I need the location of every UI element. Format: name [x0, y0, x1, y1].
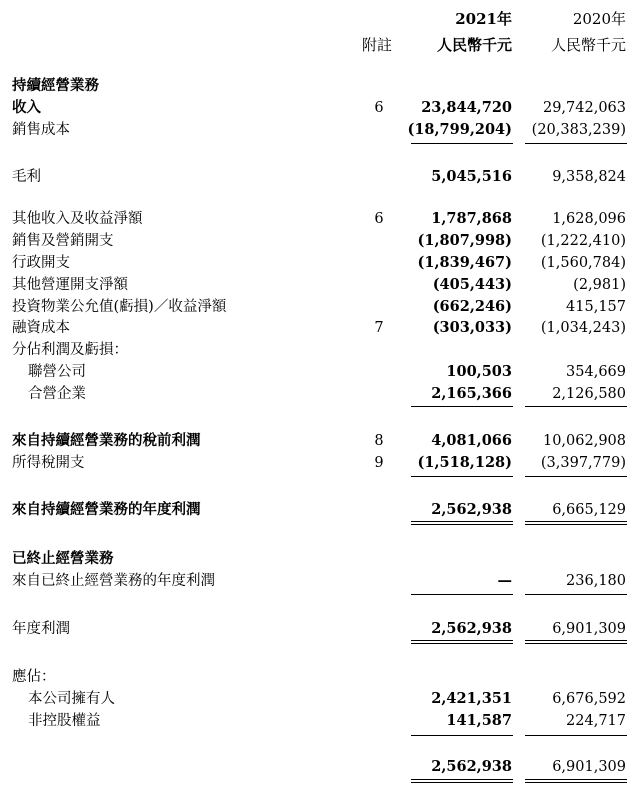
total-rule — [525, 643, 627, 644]
row-note: 8 — [374, 433, 384, 449]
row-value-2020: 6,676,592 — [552, 691, 626, 707]
row-value-2021: (1,807,998) — [417, 232, 512, 249]
section-title-continuing: 持續經營業務 — [12, 77, 99, 94]
total-rule — [411, 782, 513, 783]
row-value-2020: 6,901,309 — [552, 621, 626, 637]
row-value-2020: (20,383,239) — [531, 122, 626, 138]
total-rule — [411, 643, 513, 644]
row-label-profit-for-year: 年度利潤 — [12, 621, 70, 637]
total-rule — [525, 782, 627, 783]
row-label-income-tax: 所得稅開支 — [12, 455, 85, 471]
header-unit-2020: 人民幣千元 — [550, 36, 626, 54]
row-value-2021: (18,799,204) — [407, 121, 512, 138]
section-title-discontinued: 已終止經營業務 — [12, 550, 114, 567]
row-label-revenue: 收入 — [12, 99, 41, 116]
row-value-2021: (405,443) — [432, 276, 512, 293]
header-note-label: 附註 — [362, 36, 393, 54]
row-label-associates: 聯營公司 — [28, 364, 86, 380]
row-value-2020: 9,358,824 — [552, 169, 626, 185]
total-rule — [525, 524, 627, 525]
row-value-2021: 2,562,938 — [431, 620, 512, 637]
row-value-2021: 2,562,938 — [431, 758, 512, 775]
total-rule — [411, 640, 513, 641]
row-label-investment-property-fv: 投資物業公允值(虧損)／收益淨額 — [12, 299, 227, 315]
row-value-2021: (662,246) — [432, 298, 512, 315]
row-value-2020: 29,742,063 — [542, 100, 626, 116]
row-value-2020: (1,034,243) — [540, 320, 626, 336]
row-label-profit-continuing: 來自持續經營業務的年度利潤 — [12, 501, 201, 518]
row-value-2021: (1,839,467) — [417, 254, 512, 271]
subtotal-rule — [411, 143, 513, 144]
row-value-2021: 141,587 — [446, 712, 512, 729]
subtotal-rule — [525, 735, 627, 736]
row-value-2020: (1,560,784) — [540, 255, 626, 271]
row-value-2020: 415,157 — [566, 299, 626, 315]
subtotal-rule — [525, 594, 627, 595]
total-rule — [525, 779, 627, 780]
total-rule — [525, 640, 627, 641]
total-rule — [411, 521, 513, 522]
row-label-non-controlling: 非控股權益 — [28, 713, 101, 729]
total-rule — [411, 524, 513, 525]
row-value-2020: 10,062,908 — [542, 433, 626, 449]
total-rule — [525, 521, 627, 522]
row-note: 6 — [374, 211, 384, 227]
row-value-2021: — — [497, 572, 512, 589]
row-value-2021: 100,503 — [446, 363, 512, 380]
row-label-other-income: 其他收入及收益淨額 — [12, 211, 143, 227]
subtotal-rule — [525, 476, 627, 477]
row-label-selling-expenses: 銷售及營銷開支 — [12, 233, 114, 249]
subtotal-rule — [411, 406, 513, 407]
header-unit-2021: 人民幣千元 — [436, 36, 512, 54]
row-value-2020: 354,669 — [566, 364, 626, 380]
row-note: 9 — [374, 455, 384, 471]
row-label-profit-discontinued: 來自已終止經營業務的年度利潤 — [12, 573, 215, 589]
row-value-2021: 1,787,868 — [431, 210, 512, 227]
row-value-2020: (1,222,410) — [540, 233, 626, 249]
subtotal-rule — [411, 594, 513, 595]
row-value-2021: 2,421,351 — [431, 690, 512, 707]
row-label-attributable-to: 應佔： — [12, 669, 56, 685]
row-label-gross-profit: 毛利 — [12, 169, 41, 185]
row-label-profit-before-tax: 來自持續經營業務的稅前利潤 — [12, 432, 201, 449]
row-value-2020: 6,901,309 — [552, 759, 626, 775]
subtotal-rule — [525, 406, 627, 407]
row-label-share-of-profits: 分佔利潤及虧損： — [12, 342, 128, 358]
subtotal-rule — [411, 476, 513, 477]
row-value-2021: 2,562,938 — [431, 501, 512, 518]
row-value-2020: (2,981) — [573, 277, 626, 293]
row-value-2021: 4,081,066 — [431, 432, 512, 449]
row-value-2020: 6,665,129 — [552, 502, 626, 518]
header-year-2021: 2021年 — [455, 10, 512, 28]
header-year-2020: 2020年 — [572, 10, 626, 28]
subtotal-rule — [411, 735, 513, 736]
row-value-2020: (3,397,779) — [540, 455, 626, 471]
row-value-2021: 23,844,720 — [421, 99, 512, 116]
row-label-finance-costs: 融資成本 — [12, 320, 70, 336]
row-value-2020: 2,126,580 — [552, 386, 626, 402]
row-note: 7 — [374, 320, 384, 336]
row-value-2020: 224,717 — [566, 713, 626, 729]
subtotal-rule — [525, 143, 627, 144]
row-value-2020: 236,180 — [566, 573, 626, 589]
total-rule — [411, 779, 513, 780]
row-value-2021: 2,165,366 — [431, 385, 512, 402]
row-value-2021: (303,033) — [432, 319, 512, 336]
row-value-2021: (1,518,128) — [417, 454, 512, 471]
row-label-cost-of-sales: 銷售成本 — [12, 122, 70, 138]
row-value-2021: 5,045,516 — [431, 168, 512, 185]
row-label-other-opex: 其他營運開支淨額 — [12, 277, 128, 293]
row-note: 6 — [374, 100, 384, 116]
row-value-2020: 1,628,096 — [552, 211, 626, 227]
row-label-joint-ventures: 合營企業 — [28, 386, 86, 402]
row-label-admin-expenses: 行政開支 — [12, 255, 70, 271]
row-label-owners: 本公司擁有人 — [28, 691, 115, 707]
